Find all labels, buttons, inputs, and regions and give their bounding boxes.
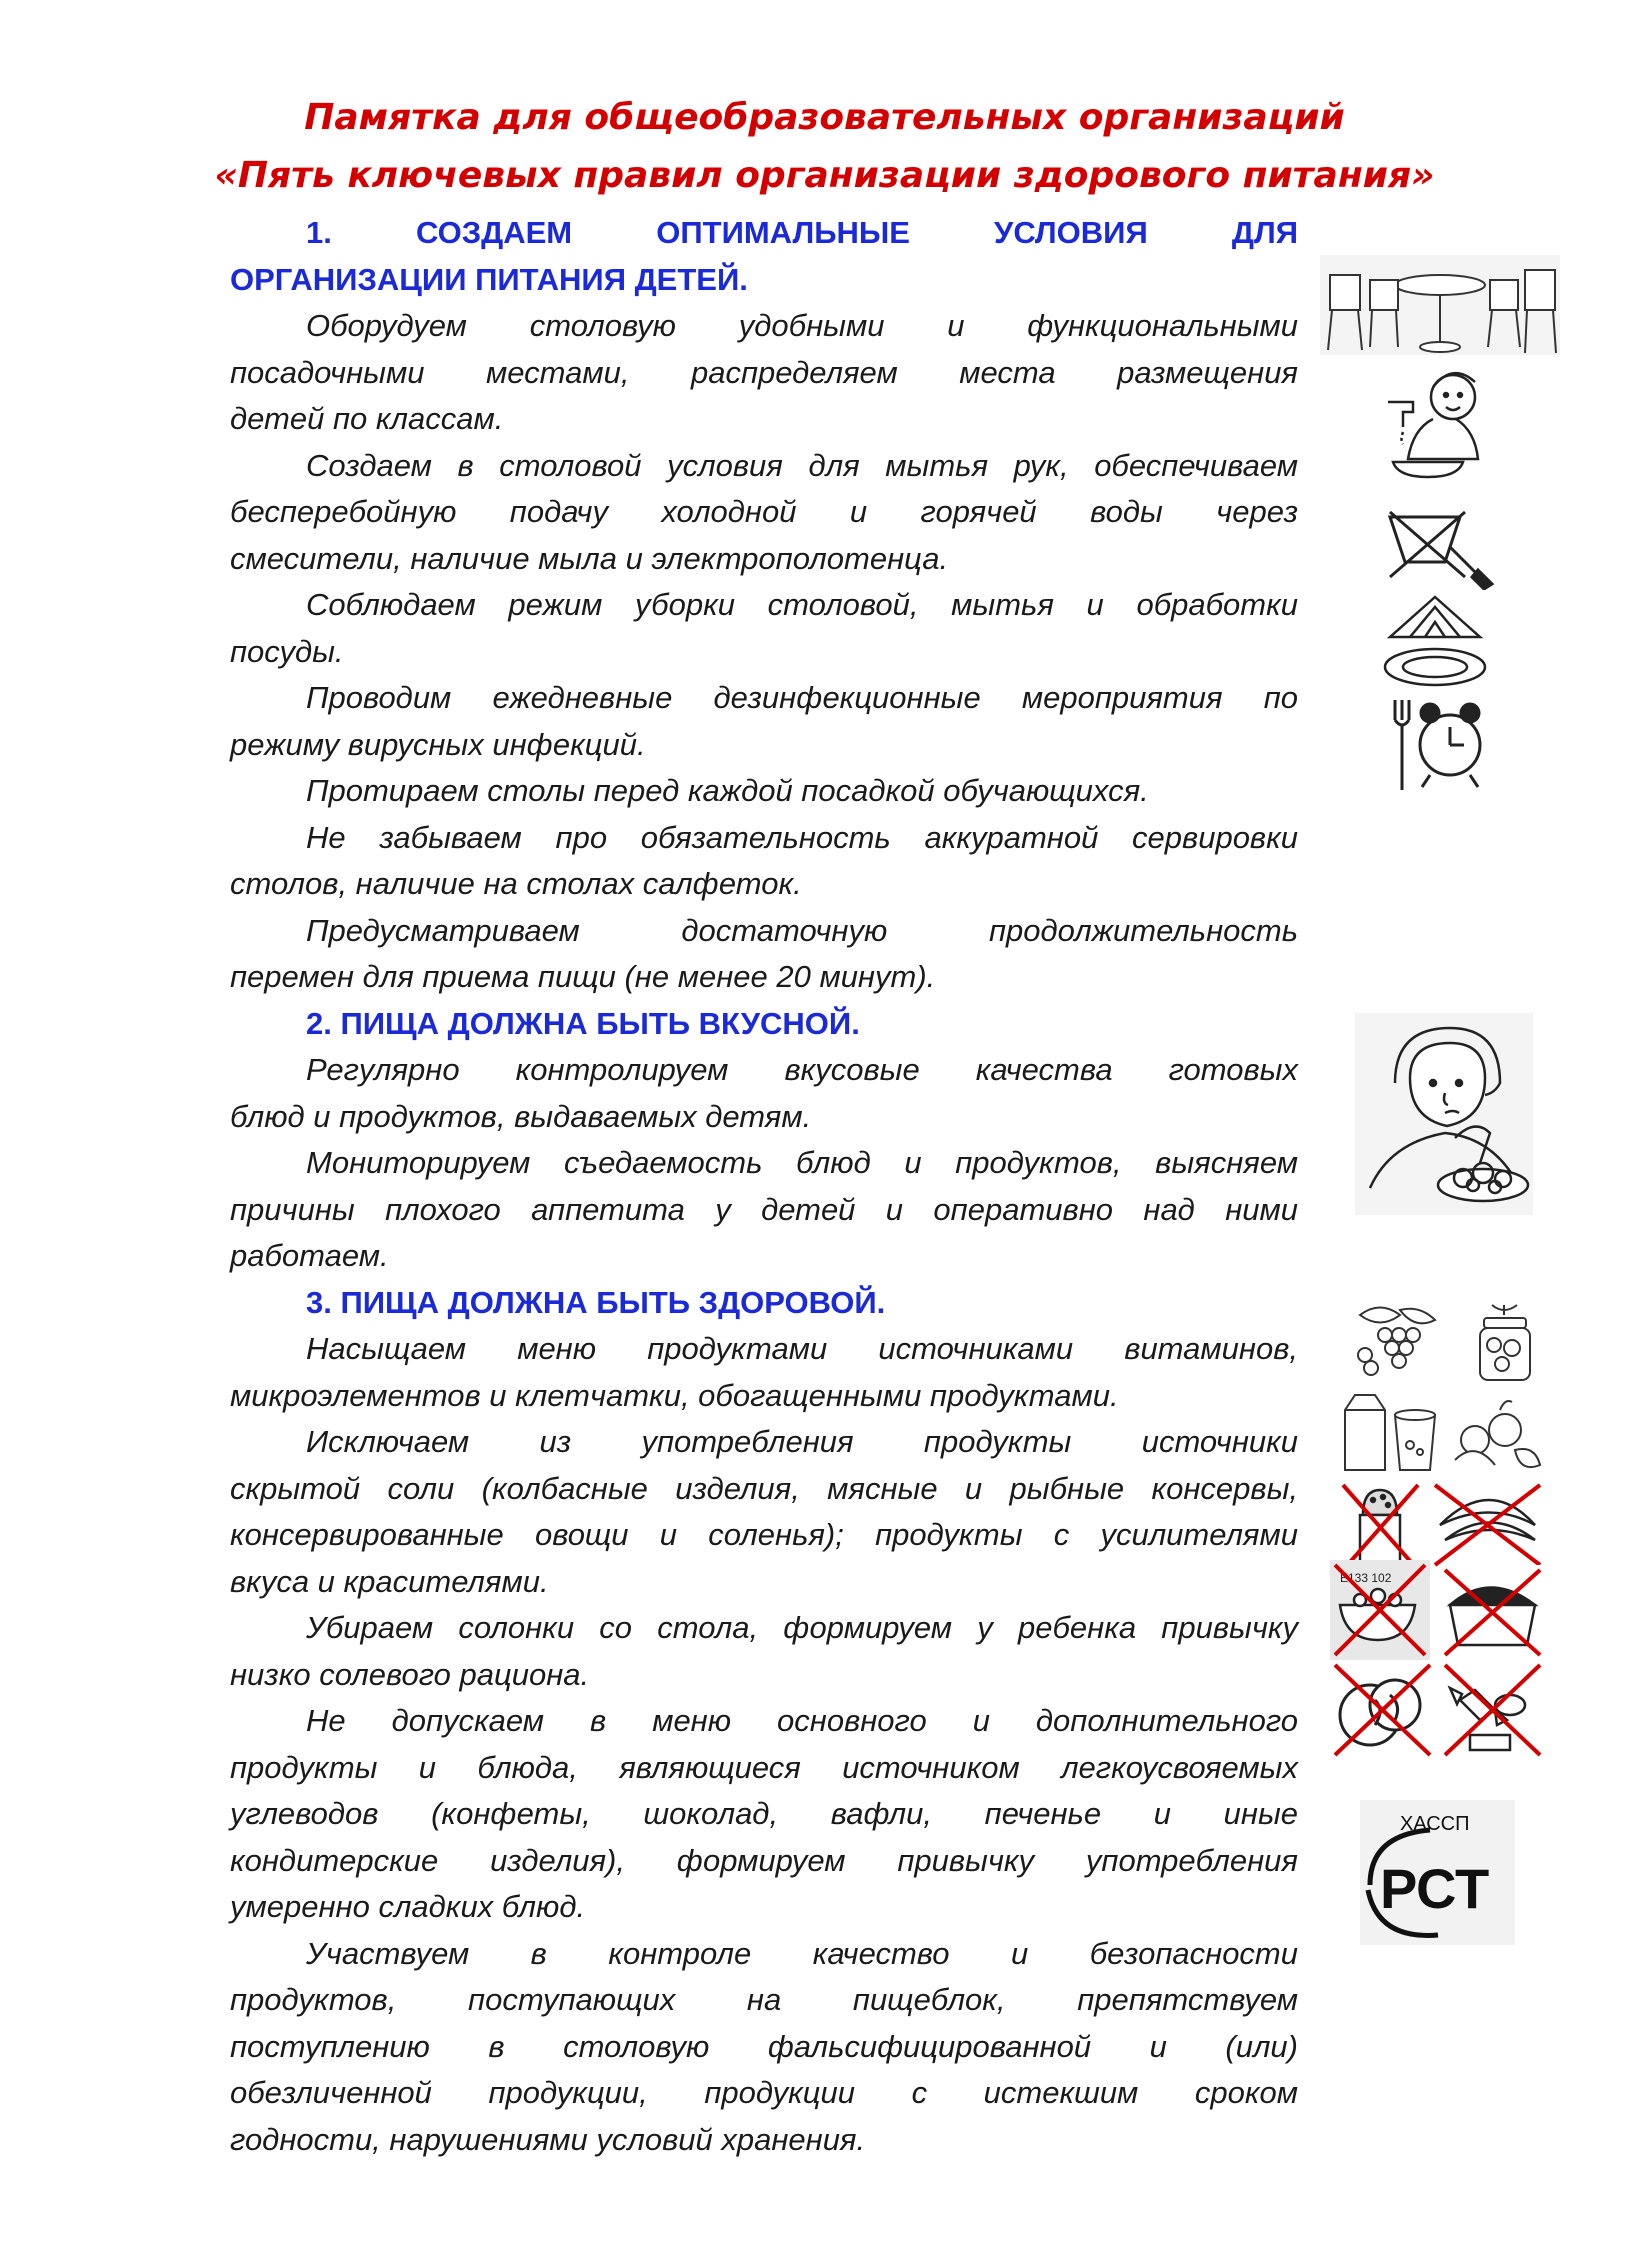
section-3-heading: 3. ПИЩА ДОЛЖНА БЫТЬ ЗДОРОВОЙ. (306, 1284, 886, 1320)
paragraph-line: перемен для приема пищи (не менее 20 минут). (230, 959, 936, 994)
paragraph-line: Исключаем из употребления продукты источники (306, 1424, 1298, 1459)
paragraph-line: продукты и блюда, являющиеся источником легкоусвояемых (230, 1749, 1298, 1785)
mealtime-clock-icon (1380, 695, 1490, 795)
paragraph-line: годности, нарушениями условий хранения. (230, 2121, 866, 2157)
paragraph-line: Участвуем в контроле качество и безопасности (306, 1935, 1298, 1971)
section-1-heading-line-2: ОРГАНИЗАЦИИ ПИТАНИЯ ДЕТЕЙ. (230, 261, 748, 297)
plate-icon (1380, 645, 1490, 690)
paragraph-line: вкуса и красителями. (230, 1563, 549, 1599)
no-sausage-icon (1430, 1480, 1545, 1570)
paragraph-line: Оборудуем столовую удобными и функциональными (306, 308, 1298, 343)
paragraph-line: микроэлементов и клетчатки, обогащенными продуктами. (230, 1377, 1119, 1413)
section-1-heading-line-1: 1. СОЗДАЕМ ОПТИМАЛЬНЫЕ УСЛОВИЯ ДЛЯ (306, 215, 1298, 250)
paragraph-line: режиму вирусных инфекций. (230, 726, 646, 762)
paragraph-line: бесперебойную подачу холодной и горячей воды через (230, 494, 1298, 529)
dairy-products-icon (1340, 1390, 1440, 1475)
no-additives-icon (1330, 1560, 1430, 1660)
section-2-heading: 2. ПИЩА ДОЛЖНА БЫТЬ ВКУСНОЙ. (306, 1005, 860, 1041)
haccp-certification-logo (1360, 1800, 1515, 1945)
paragraph-line: Протираем столы перед каждой посадкой обучающихся. (306, 773, 1149, 808)
paragraph-line: Не забываем про обязательность аккуратной сервировки (306, 819, 1298, 855)
document-title-line-2: «Пять ключевых правил организации здорового питания» (214, 155, 1435, 196)
cafeteria-furniture-icon (1320, 255, 1560, 355)
paragraph-line: кондитерские изделия), формируем привычку употребления (230, 1842, 1298, 1878)
paragraph-line: посадочными местами, распределяем места размещения (230, 354, 1298, 390)
paragraph-line: низко солевого рациона. (230, 1656, 590, 1692)
paragraph-line: столов, наличие на столах салфеток. (230, 866, 802, 901)
no-fast-food-icon (1440, 1565, 1545, 1660)
paragraph-line: работаем. (230, 1238, 389, 1273)
body-column (230, 210, 1298, 2163)
paragraph-line: продуктов, поступающих на пищеблок, препятствуем (230, 1982, 1298, 2017)
paragraph-line: скрытой соли (колбасные изделия, мясные и рыбные консервы, (230, 1470, 1298, 1506)
paragraph-line: смесители, наличие мыла и электрополотенца. (230, 540, 949, 576)
no-dirty-dishes-icon (1380, 492, 1495, 590)
no-candy-icon (1440, 1660, 1545, 1760)
paragraph-line: обезличенной продукции, продукции с истекшим сроком (230, 2075, 1298, 2110)
paragraph-line: причины плохого аппетита у детей и оперативно над ними (230, 1191, 1298, 1227)
paragraph-line: блюд и продуктов, выдаваемых детям. (230, 1098, 812, 1134)
tasting-food-icon (1355, 1013, 1533, 1215)
paragraph-line: консервированные овощи и соленья); продукты с усилителями (230, 1517, 1298, 1552)
paragraph-line: Соблюдаем режим уборки столовой, мытья и обработки (306, 587, 1298, 622)
paragraph-line: поступлению в столовую фальсифицированной и (или) (230, 2028, 1298, 2064)
additive-codes-label: E133 102 (1340, 1571, 1392, 1585)
paragraph-line: посуды. (230, 633, 344, 669)
paragraph-line: детей по классам. (230, 401, 504, 436)
no-cookies-icon (1330, 1660, 1435, 1760)
document-title-line-1: Памятка для общеобразовательных организаций (304, 97, 1345, 138)
paragraph-line: Создаем в столовой условия для мытья рук, обеспечиваем (306, 447, 1298, 483)
paragraph-line: Предусматриваем достаточную продолжительность (306, 912, 1298, 948)
pct-mark: РСТ (1380, 1857, 1490, 1920)
paragraph-line: Насыщаем меню продуктами источниками витаминов, (306, 1331, 1298, 1366)
jar-of-vegetables-icon (1472, 1300, 1537, 1385)
paragraph-line: Не допускаем в меню основного и дополнительного (306, 1703, 1298, 1738)
haccp-label: ХАССП (1400, 1813, 1470, 1835)
paragraph-line: умеренно сладких блюд. (230, 1889, 586, 1924)
napkin-icon (1380, 592, 1490, 642)
paragraph-line: Убираем солонки со стола, формируем у ребенка привычку (306, 1610, 1298, 1645)
grapes-icon (1345, 1300, 1445, 1385)
paragraph-line: Мониторируем съедаемость блюд и продуктов, выясняем (306, 1145, 1298, 1180)
paragraph-line: Регулярно контролируем вкусовые качества готовых (306, 1052, 1298, 1087)
vegetables-icon (1445, 1390, 1545, 1475)
paragraph-line: Проводим ежедневные дезинфекционные мероприятия по (306, 680, 1298, 715)
paragraph-line: углеводов (конфеты, шоколад, вафли, печенье и иные (230, 1796, 1298, 1831)
handwashing-icon (1378, 362, 1493, 487)
